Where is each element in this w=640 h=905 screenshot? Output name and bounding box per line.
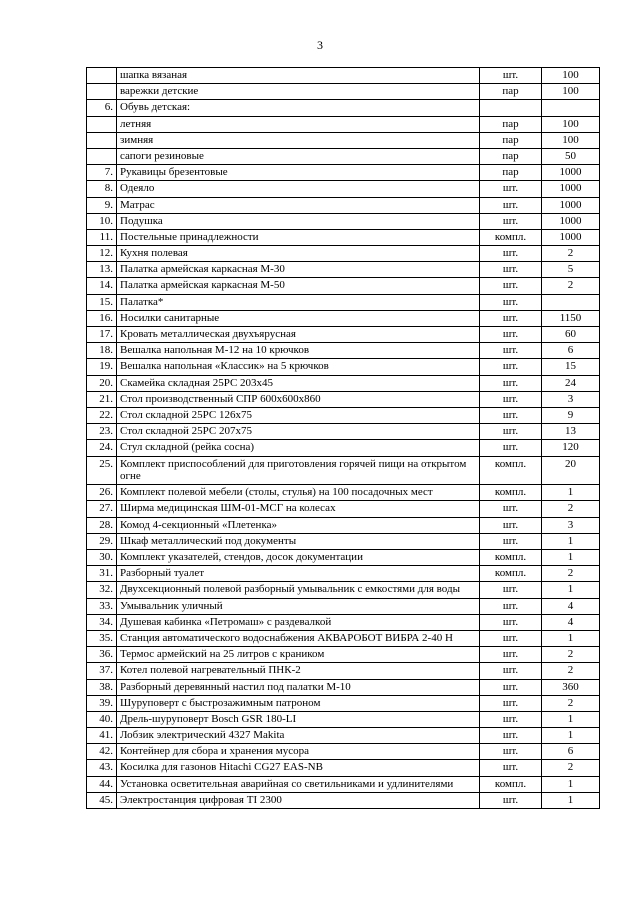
item-quantity: 1000 (542, 213, 600, 229)
table-row (87, 647, 600, 663)
item-quantity: 1 (542, 776, 600, 792)
item-quantity: 1 (542, 550, 600, 566)
item-unit: шт. (480, 582, 542, 598)
row-number: 35. (87, 630, 117, 646)
item-unit: шт. (480, 744, 542, 760)
item-quantity: 2 (542, 647, 600, 663)
item-quantity: 1 (542, 582, 600, 598)
item-name: Палатка* (117, 294, 480, 310)
table-row (87, 456, 600, 485)
row-number: 29. (87, 533, 117, 549)
row-number: 21. (87, 391, 117, 407)
item-quantity: 100 (542, 68, 600, 84)
item-quantity: 6 (542, 744, 600, 760)
item-quantity: 1 (542, 728, 600, 744)
item-quantity: 6 (542, 343, 600, 359)
item-name: Вешалка напольная М-12 на 10 крючков (117, 343, 480, 359)
table-row (87, 262, 600, 278)
table-row (87, 744, 600, 760)
item-name: Палатка армейская каркасная М-30 (117, 262, 480, 278)
item-name: Контейнер для сбора и хранения мусора (117, 744, 480, 760)
item-name: Ширма медицинская ШМ-01-МСГ на колесах (117, 501, 480, 517)
table-row (87, 181, 600, 197)
row-number: 43. (87, 760, 117, 776)
item-name: Лобзик электрический 4327 Makita (117, 728, 480, 744)
row-number (87, 148, 117, 164)
item-quantity: 50 (542, 148, 600, 164)
items-table (86, 67, 600, 809)
item-quantity: 9 (542, 407, 600, 423)
item-unit: шт. (480, 181, 542, 197)
table-row (87, 614, 600, 630)
item-quantity: 1 (542, 792, 600, 808)
item-name: Матрас (117, 197, 480, 213)
row-number: 24. (87, 440, 117, 456)
item-name: варежки детские (117, 84, 480, 100)
row-number: 8. (87, 181, 117, 197)
table-row (87, 679, 600, 695)
item-unit: пар (480, 132, 542, 148)
item-quantity: 2 (542, 663, 600, 679)
row-number: 39. (87, 695, 117, 711)
item-unit (480, 100, 542, 116)
item-unit: шт. (480, 407, 542, 423)
table-row (87, 424, 600, 440)
row-number: 7. (87, 165, 117, 181)
item-name: Стол складной 25РС 207х75 (117, 424, 480, 440)
table-row (87, 711, 600, 727)
item-unit: пар (480, 84, 542, 100)
item-quantity: 120 (542, 440, 600, 456)
item-unit: компл. (480, 485, 542, 501)
table-row (87, 517, 600, 533)
row-number: 6. (87, 100, 117, 116)
item-quantity: 1 (542, 630, 600, 646)
table-row (87, 533, 600, 549)
item-quantity: 3 (542, 517, 600, 533)
item-unit: шт. (480, 375, 542, 391)
item-quantity: 24 (542, 375, 600, 391)
item-quantity: 13 (542, 424, 600, 440)
item-name: Обувь детская: (117, 100, 480, 116)
item-quantity: 1000 (542, 181, 600, 197)
item-quantity: 2 (542, 278, 600, 294)
items-table-body (87, 68, 600, 809)
item-unit: компл. (480, 456, 542, 485)
row-number: 12. (87, 246, 117, 262)
item-quantity: 100 (542, 84, 600, 100)
table-row (87, 501, 600, 517)
table-row (87, 391, 600, 407)
table-row (87, 550, 600, 566)
row-number: 26. (87, 485, 117, 501)
row-number: 25. (87, 456, 117, 485)
item-quantity: 15 (542, 359, 600, 375)
item-quantity: 100 (542, 132, 600, 148)
table-row (87, 663, 600, 679)
item-name: Кухня полевая (117, 246, 480, 262)
row-number: 45. (87, 792, 117, 808)
item-unit: шт. (480, 517, 542, 533)
item-name: шапка вязаная (117, 68, 480, 84)
item-unit: шт. (480, 197, 542, 213)
table-row (87, 566, 600, 582)
item-quantity: 4 (542, 598, 600, 614)
item-unit: шт. (480, 391, 542, 407)
row-number: 20. (87, 375, 117, 391)
row-number: 37. (87, 663, 117, 679)
row-number: 32. (87, 582, 117, 598)
row-number (87, 84, 117, 100)
item-unit: шт. (480, 647, 542, 663)
item-name: Разборный туалет (117, 566, 480, 582)
item-quantity: 2 (542, 760, 600, 776)
item-unit: пар (480, 116, 542, 132)
row-number: 16. (87, 310, 117, 326)
table-row (87, 310, 600, 326)
item-name: летняя (117, 116, 480, 132)
row-number (87, 68, 117, 84)
item-name: Стол производственный СПР 600х600х860 (117, 391, 480, 407)
table-row (87, 440, 600, 456)
table-row (87, 68, 600, 84)
item-quantity: 1000 (542, 229, 600, 245)
item-quantity: 2 (542, 246, 600, 262)
item-name: Стол складной 25РС 126х75 (117, 407, 480, 423)
table-row (87, 213, 600, 229)
item-quantity: 3 (542, 391, 600, 407)
item-quantity: 1 (542, 533, 600, 549)
item-unit: шт. (480, 294, 542, 310)
table-row (87, 485, 600, 501)
table-row (87, 343, 600, 359)
item-unit: шт. (480, 68, 542, 84)
item-name: Электростанция цифровая TI 2300 (117, 792, 480, 808)
item-quantity: 2 (542, 695, 600, 711)
row-number: 19. (87, 359, 117, 375)
item-name: Термос армейский на 25 литров с краником (117, 647, 480, 663)
item-name: Шкаф металлический под документы (117, 533, 480, 549)
row-number: 9. (87, 197, 117, 213)
row-number: 44. (87, 776, 117, 792)
item-name: Скамейка складная 25РС 203х45 (117, 375, 480, 391)
table-row (87, 327, 600, 343)
table-row (87, 294, 600, 310)
row-number: 18. (87, 343, 117, 359)
item-name: Разборный деревянный настил под палатки М-10 (117, 679, 480, 695)
item-name: зимняя (117, 132, 480, 148)
item-name: сапоги резиновые (117, 148, 480, 164)
item-name: Душевая кабинка «Петромаш» с раздевалкой (117, 614, 480, 630)
item-quantity: 1 (542, 485, 600, 501)
item-quantity: 5 (542, 262, 600, 278)
item-name: Умывальник уличный (117, 598, 480, 614)
item-unit: шт. (480, 630, 542, 646)
row-number: 14. (87, 278, 117, 294)
item-name: Шуруповерт с быстрозажимным патроном (117, 695, 480, 711)
item-name: Косилка для газонов Hitachi CG27 EAS-NB (117, 760, 480, 776)
row-number: 15. (87, 294, 117, 310)
item-unit: шт. (480, 760, 542, 776)
item-name: Станция автоматического водоснабжения АКВАРОБОТ ВИБРА 2-40 Н (117, 630, 480, 646)
item-unit: шт. (480, 533, 542, 549)
item-quantity: 1 (542, 711, 600, 727)
item-name: Одеяло (117, 181, 480, 197)
item-name: Палатка армейская каркасная М-50 (117, 278, 480, 294)
row-number: 10. (87, 213, 117, 229)
item-unit: шт. (480, 728, 542, 744)
item-unit: компл. (480, 776, 542, 792)
table-row (87, 407, 600, 423)
table-row (87, 695, 600, 711)
item-name: Двухсекционный полевой разборный умывальник с емкостями для воды (117, 582, 480, 598)
table-row (87, 760, 600, 776)
row-number: 28. (87, 517, 117, 533)
item-unit: компл. (480, 550, 542, 566)
item-quantity: 4 (542, 614, 600, 630)
item-quantity (542, 100, 600, 116)
item-unit: шт. (480, 359, 542, 375)
table-row (87, 278, 600, 294)
table-row (87, 375, 600, 391)
table-row (87, 630, 600, 646)
table-row (87, 776, 600, 792)
item-unit: компл. (480, 229, 542, 245)
item-name: Комплект приспособлений для приготовления горячей пищи на открытом огне (117, 456, 480, 485)
item-unit: шт. (480, 262, 542, 278)
item-quantity: 60 (542, 327, 600, 343)
row-number: 41. (87, 728, 117, 744)
row-number (87, 116, 117, 132)
table-row (87, 197, 600, 213)
table-row (87, 792, 600, 808)
table-row (87, 100, 600, 116)
item-unit: шт. (480, 614, 542, 630)
table-row (87, 84, 600, 100)
row-number: 40. (87, 711, 117, 727)
page-number: 3 (317, 38, 323, 52)
item-quantity: 1000 (542, 165, 600, 181)
table-row (87, 359, 600, 375)
item-unit: шт. (480, 278, 542, 294)
row-number: 30. (87, 550, 117, 566)
row-number: 23. (87, 424, 117, 440)
row-number: 38. (87, 679, 117, 695)
row-number: 17. (87, 327, 117, 343)
item-name: Стул складной (рейка сосна) (117, 440, 480, 456)
table-row (87, 132, 600, 148)
item-name: Котел полевой нагревательный ПНК-2 (117, 663, 480, 679)
item-name: Носилки санитарные (117, 310, 480, 326)
row-number: 22. (87, 407, 117, 423)
row-number: 11. (87, 229, 117, 245)
row-number (87, 132, 117, 148)
item-unit: шт. (480, 663, 542, 679)
item-unit: шт. (480, 711, 542, 727)
table-row (87, 116, 600, 132)
row-number: 42. (87, 744, 117, 760)
row-number: 31. (87, 566, 117, 582)
item-unit: шт. (480, 598, 542, 614)
table-row (87, 728, 600, 744)
item-unit: шт. (480, 310, 542, 326)
table-row (87, 148, 600, 164)
item-unit: шт. (480, 679, 542, 695)
row-number: 13. (87, 262, 117, 278)
item-name: Вешалка напольная «Классик» на 5 крючков (117, 359, 480, 375)
row-number: 34. (87, 614, 117, 630)
item-name: Постельные принадлежности (117, 229, 480, 245)
table-row (87, 582, 600, 598)
item-unit: компл. (480, 566, 542, 582)
item-name: Дрель-шуруповерт Bosch GSR 180-LI (117, 711, 480, 727)
item-unit: шт. (480, 343, 542, 359)
item-name: Кровать металлическая двухъярусная (117, 327, 480, 343)
item-unit: шт. (480, 327, 542, 343)
item-unit: пар (480, 148, 542, 164)
row-number: 33. (87, 598, 117, 614)
item-quantity: 360 (542, 679, 600, 695)
item-quantity: 20 (542, 456, 600, 485)
item-unit: шт. (480, 440, 542, 456)
item-quantity: 1150 (542, 310, 600, 326)
item-unit: шт. (480, 695, 542, 711)
item-quantity: 2 (542, 501, 600, 517)
item-unit: шт. (480, 792, 542, 808)
item-unit: шт. (480, 424, 542, 440)
item-unit: шт. (480, 246, 542, 262)
item-name: Комплект полевой мебели (столы, стулья) на 100 посадочных мест (117, 485, 480, 501)
item-quantity: 100 (542, 116, 600, 132)
item-name: Комод 4-секционный «Плетенка» (117, 517, 480, 533)
item-unit: шт. (480, 501, 542, 517)
table-row (87, 165, 600, 181)
table-row (87, 598, 600, 614)
item-unit: шт. (480, 213, 542, 229)
table-row (87, 229, 600, 245)
item-unit: пар (480, 165, 542, 181)
item-quantity (542, 294, 600, 310)
item-name: Комплект указателей, стендов, досок документации (117, 550, 480, 566)
row-number: 27. (87, 501, 117, 517)
item-name: Подушка (117, 213, 480, 229)
item-name: Установка осветительная аварийная со светильниками и удлинителями (117, 776, 480, 792)
table-row (87, 246, 600, 262)
row-number: 36. (87, 647, 117, 663)
item-name: Рукавицы брезентовые (117, 165, 480, 181)
item-quantity: 1000 (542, 197, 600, 213)
item-quantity: 2 (542, 566, 600, 582)
